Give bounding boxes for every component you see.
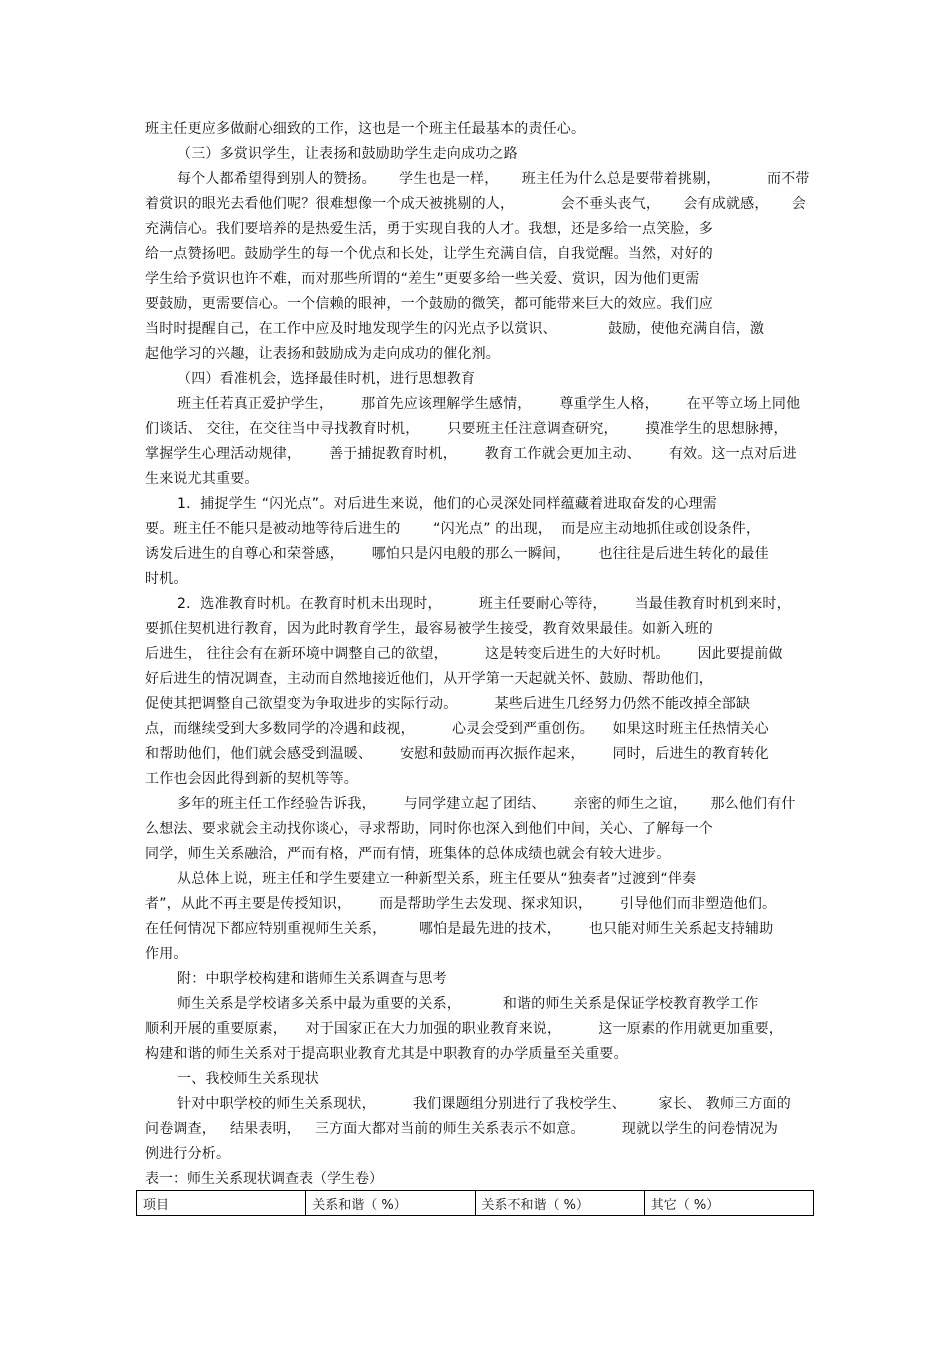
appendix-heading: 附：中职学校构建和谐师生关系调查与思考 xyxy=(177,971,447,987)
table-header-cell: 关系不和谐（ %） xyxy=(475,1191,644,1216)
table-header-cell: 项目 xyxy=(137,1191,306,1216)
section-heading: （四）看准机会，选择最佳时机，进行思想教育 xyxy=(177,371,476,387)
text-line: 作用。 xyxy=(145,946,188,962)
text-line: 多年的班主任工作经验告诉我， 与同学建立起了团结、 亲密的师生之谊， 那么他们有什 xyxy=(177,796,796,812)
text-line: 针对中职学校的师生关系现状， 我们课题组分别进行了我校学生、 家长、 教师三方面的 xyxy=(177,1096,792,1112)
text-line: 2．选准教育时机。在教育时机未出现时， 班主任要耐心等待， 当最佳教育时机到来时， xyxy=(177,596,791,612)
text-line: 从总体上说，班主任和学生要建立一种新型关系，班主任要从“独奏者”过渡到“伴奏 xyxy=(177,871,697,887)
text-line: 要。班主任不能只是被动地等待后进生的 “闪光点” 的出现， 而是应主动地抓住或创设条件， xyxy=(145,521,761,537)
section-heading: （三）多赏识学生，让表扬和鼓励助学生走向成功之路 xyxy=(177,146,518,162)
text-line: 当时时提醒自己，在工作中应及时地发现学生的闪光点予以赏识、 鼓励，使他充满自信，激 xyxy=(145,321,765,337)
text-line: 师生关系是学校诸多关系中最为重要的关系， 和谐的师生关系是保证学校教育教学工作 xyxy=(177,996,759,1012)
text-line: 班主任更应多做耐心细致的工作，这也是一个班主任最基本的责任心。 xyxy=(145,121,586,137)
text-line: 点，而继续受到大多数同学的冷遇和歧视， 心灵会受到严重创伤。 如果这时班主任热情关心 xyxy=(145,721,769,737)
text-line: 和帮助他们，他们就会感受到温暖、 安慰和鼓励而再次振作起来， 同时，后进生的教育转化 xyxy=(145,746,769,762)
text-line: 学生给予赏识也许不难，而对那些所谓的“差生”更要多给一些关爱、赏识，因为他们更需 xyxy=(145,271,700,287)
text-line: 班主任若真正爱护学生， 那首先应该理解学生感情， 尊重学生人格， 在平等立场上同他 xyxy=(177,396,801,412)
text-line: 们谈话、 交往，在交往当中寻找教育时机， 只要班主任注意调查研究， 摸准学生的思想脉搏， xyxy=(145,421,788,437)
text-line: 么想法、要求就会主动找你谈心，寻求帮助，同时你也深入到他们中间，关心、了解每一个 xyxy=(145,821,713,837)
text-line: 充满信心。我们要培养的是热爱生活，勇于实现自我的人才。我想，还是多给一点笑脸，多 xyxy=(145,221,713,237)
table-header-cell: 关系和谐（ %） xyxy=(306,1191,475,1216)
table-header-row xyxy=(137,1191,814,1216)
text-line: 构建和谐的师生关系对于提高职业教育尤其是中职教育的办学质量至关重要。 xyxy=(145,1046,628,1062)
text-line: 时机。 xyxy=(145,571,188,587)
text-line: 诱发后进生的自尊心和荣誉感， 哪怕只是闪电般的那么一瞬间， 也往往是后进生转化的最佳 xyxy=(145,546,769,562)
text-line: 1．捕捉学生 “闪光点”。对后进生来说，他们的心灵深处同样蕴藏着进取奋发的心理需 xyxy=(177,496,717,512)
survey-table xyxy=(136,1190,814,1216)
text-line: 给一点赞扬吧。鼓励学生的每一个优点和长处，让学生充满自信，自我觉醒。当然，对好的 xyxy=(145,246,713,262)
text-line: 例进行分析。 xyxy=(145,1146,231,1162)
text-line: 要抓住契机进行教育，因为此时教育学生，最容易被学生接受，教育效果最佳。如新入班的 xyxy=(145,621,713,637)
text-line: 着赏识的眼光去看他们呢？很难想像一个成天被挑剔的人， 会不垂头丧气， 会有成就感， 会 xyxy=(145,196,807,212)
section-heading: 一、我校师生关系现状 xyxy=(177,1071,319,1087)
text-line: 顺利开展的重要原素， 对于国家正在大力加强的职业教育来说， 这一原素的作用就更加重要， xyxy=(145,1021,783,1037)
text-line: 掌握学生心理活动规律， 善于捕捉教育时机， 教育工作就会更加主动、 有效。这一点对后进 xyxy=(145,446,797,462)
text-line: 者”，从此不再主要是传授知识， 而是帮助学生去发现、探求知识， 引导他们而非塑造他们。 xyxy=(145,896,777,912)
table-caption: 表一：师生关系现状调查表（学生卷） xyxy=(145,1171,383,1187)
text-line: 后进生， 往往会有在新环境中调整自己的欲望， 这是转变后进生的大好时机。 因此要提前做 xyxy=(145,646,783,662)
text-line: 每个人都希望得到别人的赞扬。 学生也是一样， 班主任为什么总是要带着挑剔， 而不带 xyxy=(177,171,810,187)
text-line: 在任何情况下都应特别重视师生关系， 哪怕是最先进的技术， 也只能对师生关系起支持辅助 xyxy=(145,921,774,937)
text-line: 同学，师生关系融洽，严而有格，严而有情，班集体的总体成绩也就会有较大进步。 xyxy=(145,846,671,862)
text-line: 生来说尤其重要。 xyxy=(145,471,259,487)
text-line: 好后进生的情况调查，主动而自然地接近他们，从开学第一天起就关怀、鼓励、帮助他们， xyxy=(145,671,713,687)
table-header-cell: 其它（ %） xyxy=(644,1191,813,1216)
text-line: 要鼓励，更需要信心。一个信赖的眼神，一个鼓励的微笑，都可能带来巨大的效应。我们应 xyxy=(145,296,713,312)
text-line: 工作也会因此得到新的契机等等。 xyxy=(145,771,358,787)
text-line: 起他学习的兴趣，让表扬和鼓励成为走向成功的催化剂。 xyxy=(145,346,500,362)
text-line: 问卷调查， 结果表明， 三方面大都对当前的师生关系表示不如意。 现就以学生的问卷情况为 xyxy=(145,1121,779,1137)
text-line: 促使其把调整自己欲望变为争取进步的实际行动。 某些后进生几经努力仍然不能改掉全部缺 xyxy=(145,696,751,712)
